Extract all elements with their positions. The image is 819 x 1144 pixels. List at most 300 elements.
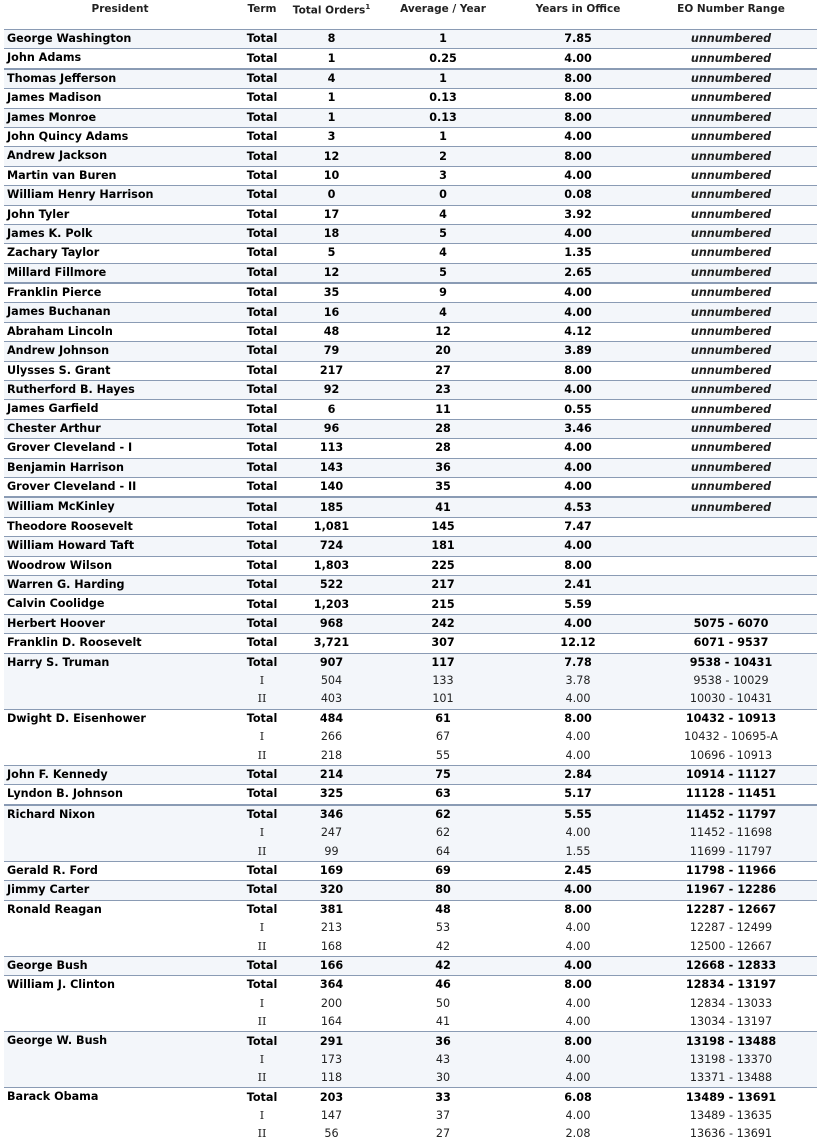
total-orders-cell: 56 [324,1127,339,1141]
header-average-per-year: Average / Year [400,3,486,15]
table-row [4,765,817,784]
table-row [4,477,817,497]
president-group [4,881,817,900]
total-orders-cell: 214 [288,765,375,784]
years-in-office-cell: 8.00 [511,147,645,166]
average-per-year-cell: 0.25 [429,51,457,65]
total-orders-cell: 6 [327,402,336,416]
average-per-year-cell: 0.13 [375,108,511,127]
president-group [4,166,817,185]
total-orders-cell: 325 [319,787,344,801]
eo-range-cell: 6071 - 9537 [693,636,769,650]
average-per-year-cell: 48 [435,902,451,916]
years-in-office-cell: 8.00 [511,108,645,127]
table-row [4,900,817,919]
years-in-office-cell: 5.55 [511,805,645,824]
average-per-year-cell: 0.13 [429,91,457,105]
president-name: Calvin Coolidge [7,597,105,611]
years-in-office-cell: 3.89 [511,342,645,361]
average-per-year-cell: 217 [375,575,511,594]
eo-range-cell: unnumbered [645,419,817,438]
president-name: James Madison [7,91,102,105]
table-row [4,108,817,127]
eo-range-cell: 11699 - 11797 [645,842,817,861]
header-term: Term [247,3,277,15]
average-per-year-cell: 80 [375,881,511,900]
average-per-year-cell: 50 [435,996,451,1010]
president-group [4,900,817,956]
president-group [4,497,817,517]
president-group [4,205,817,224]
years-in-office-cell: 0.55 [564,402,592,416]
table-row [4,805,817,824]
eo-range-cell: unnumbered [690,480,772,494]
term-cell: Total [236,263,288,283]
eo-range-cell: 12287 - 12499 [689,921,773,935]
average-per-year-cell: 23 [375,381,511,400]
years-in-office-cell: 4.00 [565,748,591,762]
eo-range-cell: 12500 - 12667 [689,939,773,953]
years-in-office-cell: 7.85 [511,30,645,49]
table-row [4,69,817,89]
average-per-year-cell: 36 [375,1032,511,1051]
president-name: James Monroe [4,108,236,127]
average-per-year-cell: 41 [435,1015,451,1029]
term-cell: Total [246,168,278,182]
president-name: Millard Fillmore [4,263,236,283]
years-in-office-cell: 2.45 [564,863,592,877]
president-name: William J. Clinton [7,978,115,992]
average-per-year-cell: 37 [435,1109,451,1123]
table-row [4,517,817,536]
table-row [4,1032,817,1051]
eo-range-cell: 11128 - 11451 [685,787,777,801]
table-row [4,614,817,633]
years-in-office-cell: 8.00 [564,711,592,725]
president-group [4,709,817,765]
total-orders-cell: 1 [288,108,375,127]
term-cell: II [236,1069,288,1088]
president-name: Herbert Hoover [4,614,236,633]
term-cell: Total [246,286,278,300]
table-row [4,400,817,419]
years-in-office-cell: 1.35 [564,246,592,260]
average-per-year-cell: 63 [435,787,451,801]
total-orders-cell: 291 [288,1032,375,1051]
average-per-year-cell: 67 [435,730,451,744]
years-in-office-cell: 4.00 [511,1069,645,1088]
term-cell: Total [246,636,278,650]
total-orders-cell: 1,203 [313,597,350,611]
president-group [4,381,817,400]
term-cell: Total [246,441,278,455]
average-per-year-cell: 62 [375,805,511,824]
term-cell: Total [246,207,278,221]
term-cell: I [259,730,265,744]
term-cell: Total [236,224,288,243]
eo-range-cell: unnumbered [690,325,772,339]
president-name: Woodrow Wilson [7,558,113,572]
term-cell: II [236,842,288,861]
term-cell: I [236,672,288,690]
total-orders-cell: 381 [319,902,344,916]
average-per-year-cell: 36 [375,458,511,477]
total-orders-cell: 203 [319,1090,344,1104]
eo-range-cell: 9538 - 10029 [645,672,817,690]
average-per-year-cell: 28 [435,441,451,455]
total-orders-cell: 724 [288,537,375,556]
total-orders-cell: 3 [327,130,336,144]
table-row [4,89,817,108]
president-name: James K. Polk [4,224,236,243]
average-per-year-cell: 133 [375,672,511,690]
average-per-year-cell: 42 [375,956,511,975]
table-row [4,381,817,400]
years-in-office-cell: 8.00 [564,91,592,105]
table-row [4,30,817,49]
eo-range-cell: 10030 - 10431 [645,690,817,709]
total-orders-cell: 118 [288,1069,375,1088]
years-in-office-cell: 8.00 [564,363,592,377]
eo-range-cell: unnumbered [645,497,817,517]
average-per-year-cell: 145 [431,519,455,533]
table-row [4,127,817,146]
average-per-year-cell: 53 [435,921,451,935]
total-orders-cell: 346 [288,805,375,824]
total-orders-cell: 185 [288,497,375,517]
years-in-office-cell: 4.00 [564,168,592,182]
president-group [4,400,817,419]
term-cell: I [236,824,288,842]
president-name: Warren G. Harding [4,575,236,594]
years-in-office-cell: 4.00 [565,996,591,1010]
term-cell: Total [246,902,278,916]
term-cell: Total [246,363,278,377]
eo-range-cell: unnumbered [690,168,772,182]
term-cell: Total [236,614,288,633]
total-orders-cell: 140 [319,480,344,494]
term-cell: Total [246,325,278,339]
president-group [4,89,817,108]
average-per-year-cell: 5 [375,224,511,243]
table-row [4,224,817,243]
years-in-office-cell: 0.08 [511,186,645,205]
average-per-year-cell: 4 [375,303,511,322]
president-group [4,108,817,127]
eo-range-cell: 9538 - 10431 [645,653,817,672]
term-cell: Total [246,1090,278,1104]
president-group [4,537,817,556]
years-in-office-cell: 4.00 [511,224,645,243]
president-group [4,805,817,862]
term-cell: Total [246,480,278,494]
average-per-year-cell: 69 [435,863,451,877]
president-name: Lyndon B. Johnson [7,787,123,801]
average-per-year-cell: 4 [439,246,447,260]
president-name: Franklin D. Roosevelt [7,636,142,650]
years-in-office-cell: 2.84 [511,765,645,784]
years-in-office-cell: 2.65 [511,263,645,283]
table-row [4,1088,817,1107]
eo-range-cell: unnumbered [645,108,817,127]
eo-range-cell: 13034 - 13197 [689,1015,773,1029]
president-group [4,186,817,205]
president-name: Gerald R. Ford [7,863,98,877]
average-per-year-cell: 30 [375,1069,511,1088]
total-orders-cell: 1 [327,51,336,65]
term-cell: Total [236,108,288,127]
years-in-office-cell: 4.00 [565,1015,591,1029]
term-cell: Total [246,711,278,725]
average-per-year-cell: 242 [375,614,511,633]
term-cell: I [259,1109,265,1123]
years-in-office-cell: 8.00 [511,69,645,89]
table-row [4,881,817,900]
table-row [4,205,817,224]
years-in-office-cell: 4.00 [565,939,591,953]
president-group [4,595,817,614]
eo-range-cell: unnumbered [645,458,817,477]
eo-range-cell: unnumbered [645,224,817,243]
average-per-year-cell: 75 [375,765,511,784]
table-row [4,439,817,458]
president-name: Martin van Buren [7,168,117,182]
president-group [4,1032,817,1088]
president-name: John Tyler [7,207,70,221]
term-cell: I [259,921,265,935]
total-orders-cell: 96 [288,419,375,438]
term-cell: Total [236,653,288,672]
president-group [4,69,817,89]
term-cell: Total [246,91,278,105]
average-per-year-cell: 55 [435,748,451,762]
president-group [4,283,817,303]
eo-range-cell: 13198 - 13370 [645,1051,817,1069]
president-name: Grover Cleveland - II [7,479,137,493]
average-per-year-cell: 5 [375,263,511,283]
eo-range-cell: unnumbered [645,69,817,89]
term-cell: Total [236,1032,288,1051]
total-orders-cell: 504 [288,672,375,690]
total-orders-cell: 4 [288,69,375,89]
table-row [4,49,817,69]
president-name: Harry S. Truman [4,653,236,709]
table-row [4,976,817,995]
eo-range-cell: unnumbered [645,30,817,49]
eo-range-cell: 10696 - 10913 [689,748,773,762]
average-per-year-cell: 61 [435,711,451,725]
years-in-office-cell: 4.00 [511,1051,645,1069]
president-group [4,477,817,497]
average-per-year-cell: 307 [431,636,455,650]
total-orders-cell: 266 [320,730,343,744]
total-orders-cell: 217 [319,363,344,377]
years-in-office-cell: 12.12 [560,636,596,650]
eo-range-cell: 12668 - 12833 [645,956,817,975]
term-cell: Total [236,956,288,975]
eo-range-cell: 12834 - 13033 [689,996,773,1010]
president-name: Zachary Taylor [7,246,100,260]
average-per-year-cell: 225 [431,558,455,572]
total-orders-cell: 10 [323,168,340,182]
president-group [4,49,817,69]
years-in-office-cell: 4.12 [564,325,592,339]
years-in-office-cell: 8.00 [511,1032,645,1051]
eo-range-cell: 11798 - 11966 [685,863,777,877]
years-in-office-cell: 2.08 [565,1127,591,1141]
eo-range-cell: unnumbered [645,263,817,283]
president-name: Abraham Lincoln [7,324,113,338]
eo-range-cell [645,556,817,575]
president-group [4,634,817,653]
total-orders-cell: 79 [288,342,375,361]
total-orders-cell: 522 [288,575,375,594]
term-cell: Total [246,51,278,65]
president-name: Dwight D. Eisenhower [7,711,146,725]
total-orders-cell: 12 [288,263,375,283]
total-orders-cell: 1 [327,91,336,105]
term-cell: Total [236,497,288,517]
average-per-year-cell: 43 [375,1051,511,1069]
total-orders-cell: 168 [320,939,343,953]
term-cell: I [259,996,265,1010]
president-group [4,861,817,880]
term-cell: Total [246,402,278,416]
total-orders-cell: 1,803 [313,558,350,572]
total-orders-cell: 218 [320,748,343,762]
total-orders-cell: 173 [288,1051,375,1069]
total-orders-cell: 3,721 [313,636,350,650]
term-cell: II [236,690,288,709]
term-cell: Total [246,978,278,992]
table-row [4,166,817,185]
eo-range-cell: 10432 - 10913 [685,711,777,725]
eo-range-cell: unnumbered [645,342,817,361]
term-cell: Total [236,537,288,556]
eo-range-cell: 5075 - 6070 [645,614,817,633]
average-per-year-cell: 28 [375,419,511,438]
total-orders-cell: 147 [320,1109,343,1123]
table-row [4,861,817,880]
president-group [4,439,817,458]
total-orders-cell: 99 [288,842,375,861]
total-orders-cell: 113 [319,441,344,455]
term-cell: Total [246,246,278,260]
president-group [4,419,817,438]
table-row [4,147,817,166]
term-cell: II [257,1127,267,1141]
average-per-year-cell: 0 [375,186,511,205]
eo-range-cell: unnumbered [690,286,772,300]
president-name: William Henry Harrison [4,186,236,205]
average-per-year-cell: 62 [375,824,511,842]
eo-range-cell: unnumbered [690,91,772,105]
years-in-office-cell: 8.00 [564,902,592,916]
eo-range-cell: unnumbered [690,441,772,455]
years-in-office-cell: 3.92 [564,207,592,221]
table-row [4,283,817,303]
average-per-year-cell: 1 [375,30,511,49]
average-per-year-cell: 2 [375,147,511,166]
years-in-office-cell: 8.00 [564,978,592,992]
table-row [4,244,817,263]
table-row [4,497,817,517]
years-in-office-cell: 4.00 [564,286,592,300]
president-group [4,361,817,380]
president-name: William Howard Taft [4,537,236,556]
eo-range-cell: 12287 - 12667 [685,902,777,916]
total-orders-cell: 213 [320,921,343,935]
years-in-office-cell: 1.55 [511,842,645,861]
term-cell: Total [236,419,288,438]
header-president: President [91,3,149,15]
term-cell: Total [236,147,288,166]
eo-range-cell: unnumbered [645,303,817,322]
table-row [4,322,817,341]
total-orders-cell: 48 [323,325,340,339]
table-row [4,303,817,322]
president-name: Andrew Johnson [4,342,236,361]
eo-range-cell: unnumbered [690,207,772,221]
total-orders-cell: 164 [320,1015,343,1029]
term-cell: Total [236,303,288,322]
eo-range-cell [645,517,817,536]
president-group [4,785,817,805]
average-per-year-cell: 1 [439,130,447,144]
president-group [4,458,817,477]
eo-range-cell: 13198 - 13488 [645,1032,817,1051]
table-row [4,785,817,805]
eo-range-cell: unnumbered [690,363,772,377]
eo-range-cell: unnumbered [690,51,772,65]
total-orders-cell: 968 [288,614,375,633]
term-cell: Total [236,69,288,89]
years-in-office-cell: 4.00 [511,881,645,900]
total-orders-cell: 16 [288,303,375,322]
president-group [4,1088,817,1144]
president-group [4,556,817,575]
president-group [4,765,817,784]
years-in-office-cell: 4.00 [564,441,592,455]
president-name: John Quincy Adams [7,129,129,143]
president-group [4,342,817,361]
term-cell: Total [236,805,288,824]
average-per-year-cell: 41 [375,497,511,517]
average-per-year-cell: 12 [435,325,451,339]
president-name: George Bush [4,956,236,975]
president-name: William McKinley [4,497,236,517]
president-name: Jimmy Carter [4,881,236,900]
term-cell: II [257,748,267,762]
executive-orders-table [4,0,817,1144]
president-name: Benjamin Harrison [4,458,236,477]
president-name: John F. Kennedy [4,765,236,784]
term-cell: Total [246,558,278,572]
average-per-year-cell: 42 [435,939,451,953]
years-in-office-cell: 4.00 [565,730,591,744]
years-in-office-cell: 3.78 [511,672,645,690]
footnote-marker: 1 [365,3,371,11]
president-group [4,956,817,975]
table-row [4,595,817,614]
term-cell: I [236,1051,288,1069]
president-name: George Washington [4,30,236,49]
eo-range-cell: unnumbered [645,381,817,400]
eo-range-cell: unnumbered [645,147,817,166]
header-total-orders-label: Total Orders [292,4,366,17]
table-row [4,263,817,283]
total-orders-cell: 35 [323,286,340,300]
